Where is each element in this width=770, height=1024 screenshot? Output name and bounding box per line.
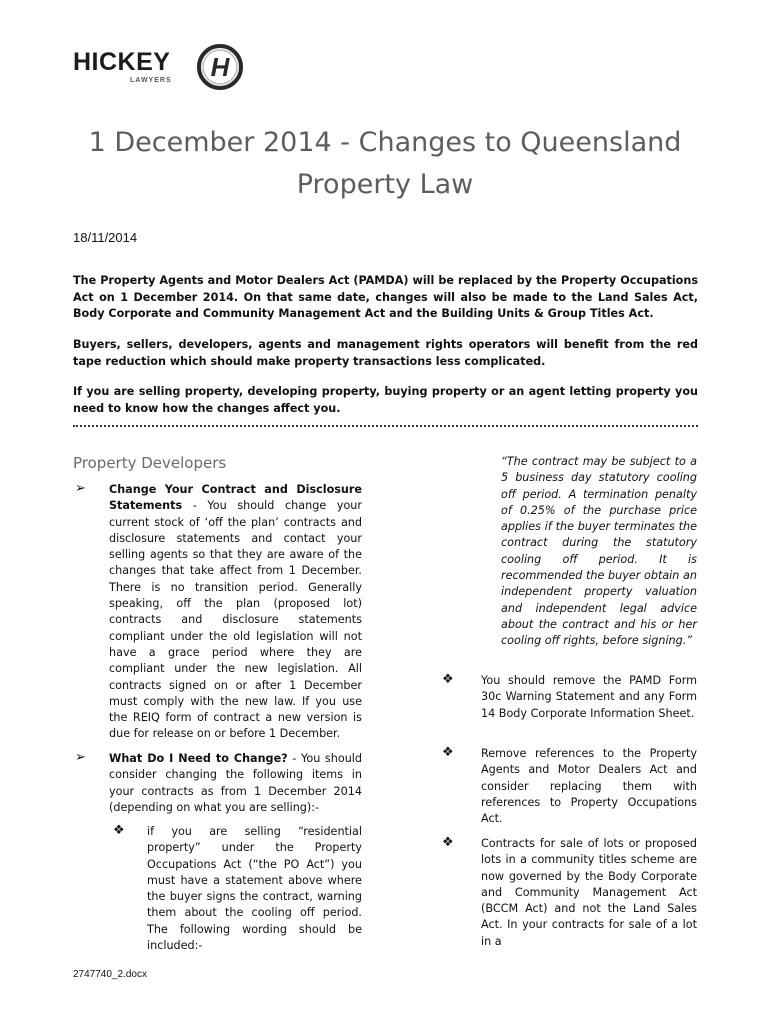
- item-text: - You should consider changing the following items in your contracts as from 1 December 2014 (depending on what you are selling):-: [109, 752, 362, 814]
- list-item-change-contract: [109, 482, 362, 743]
- list-item-remove-references: Remove references to the Property Agents and Motor Dealers Act and consider replacing them with references to Property Occupations Act.: [481, 747, 697, 826]
- arrow-bullet-icon: ➢: [75, 750, 86, 765]
- intro-paragraph-1: The Property Agents and Motor Dealers Act (PAMDA) will be replaced by the Property Occupations Act on 1 December 2014. On that same date, changes will also be made to the Land Sales Act, Body Corporate and Community Management Act and the Building Units & Group Titles Act.: [73, 274, 698, 320]
- item-heading: What Do I Need to Change?: [109, 752, 288, 765]
- document-footer: 2747740_2.docx: [73, 969, 147, 980]
- title-line-2: Property Law: [296, 169, 474, 200]
- logo-name: HICKEY: [73, 48, 171, 76]
- item-text: - You should change your current stock of ‘off the plan’ contracts and disclosure statements and contact your selling agents so that they are aware of the changes that take affect from 1 December. There is no transition period. Generally speaking, off the plan (proposed lot) contracts and disclosure statements compliant under the old legislation will not have a grace period where they are compliant under the new legislation. All contracts signed on or after 1 December must comply with the new law. If you use the REIQ form of contract a new version is due for release on or before 1 December.: [109, 499, 362, 741]
- diamond-bullet-icon: ❖: [113, 823, 125, 838]
- item-heading: Change Your Contract and Disclosure Statements: [109, 483, 362, 513]
- list-item-what-to-change: [109, 751, 362, 816]
- list-item-remove-form: You should remove the PAMD Form 30c Warning Statement and any Form 14 Body Corporate Information Sheet.: [481, 674, 697, 720]
- section-heading: Property Developers: [73, 454, 227, 472]
- arrow-bullet-icon: ➢: [75, 481, 86, 496]
- title-line-1: 1 December 2014 - Changes to Queensland: [88, 127, 682, 158]
- logo-h-mark-icon: [195, 42, 245, 92]
- sub-item-residential: if you are selling “residential property” under the Property Occupations Act (“the PO Act”) you must have a statement above where the buyer signs the contract, warning them about the cooling off period. The following wording should be included:-: [147, 825, 362, 953]
- diamond-bullet-icon: ❖: [442, 835, 454, 850]
- company-logo: [73, 40, 243, 96]
- section-divider: [73, 425, 698, 427]
- diamond-bullet-icon: ❖: [442, 672, 454, 687]
- page-title: [40, 122, 730, 206]
- intro-paragraph-3: If you are selling property, developing property, buying property or an agent letting property you need to know how the changes affect you.: [73, 385, 698, 415]
- diamond-bullet-icon: ❖: [442, 745, 454, 760]
- list-item-community-titles: Contracts for sale of lots or proposed lots in a community titles scheme are now governed by the Body Corporate and Community Management Act (BCCM Act) and not the Land Sales Act. In your contracts for sale of a lot in a: [481, 837, 697, 948]
- intro-paragraph-2: Buyers, sellers, developers, agents and management rights operators will benefit from the red tape reduction which should make property transactions less complicated.: [73, 338, 698, 368]
- article-date: 18/11/2014: [73, 230, 138, 245]
- cooling-off-quote: “The contract may be subject to a 5 business day statutory cooling off period. A termination penalty of 0.25% of the purchase price applies if the buyer terminates the contract during the statutory cooling off period. It is recommended the buyer obtain an independent property valuation and independent legal advice about the contract and his or her cooling off rights, before signing.”: [501, 455, 697, 648]
- logo-subtitle: LAWYERS: [130, 77, 172, 84]
- svg-text:H: H: [210, 52, 230, 82]
